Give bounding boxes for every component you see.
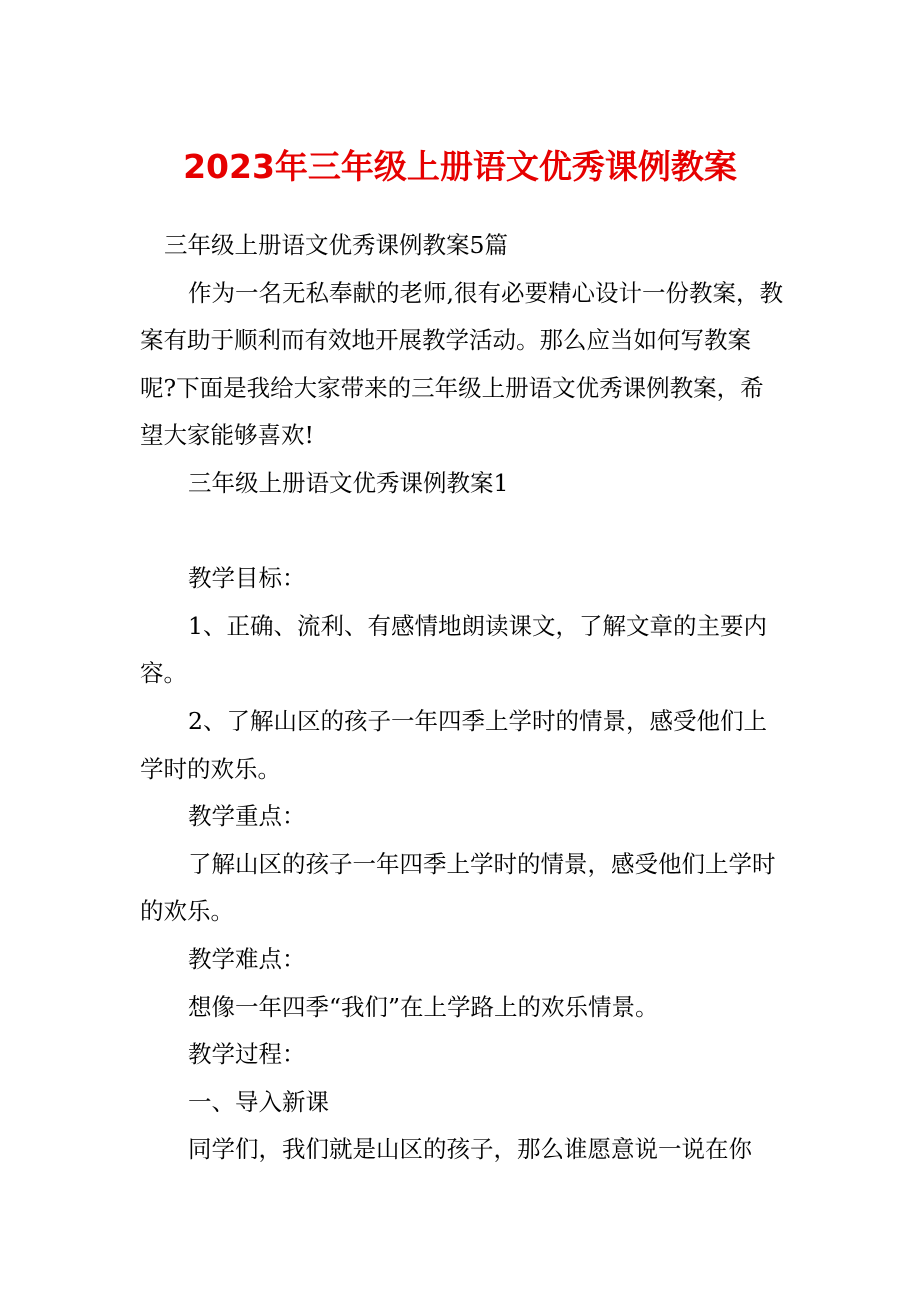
key-points-text: 了解山区的孩子一年四季上学时的情景，感受他们上学时的欢乐。 — [140, 849, 776, 926]
section-heading: 三年级上册语文优秀课例教案1 — [188, 468, 509, 497]
document-body — [140, 222, 785, 1174]
goal-item-1: 1、正确、流利、有感情地朗读课文，了解文章的主要内容。 — [140, 611, 767, 688]
key-points-heading: 教学重点： — [188, 802, 306, 831]
difficulty-heading: 教学难点： — [188, 944, 306, 973]
step-1-text: 同学们，我们就是山区的孩子，那么谁愿意说一说在你 — [188, 1135, 752, 1164]
intro-paragraph: 作为一名无私奉献的老师,很有必要精心设计一份教案，教案有助于顺利而有效地开展教学活动。那么应当如何写教案呢?下面是我给大家带来的三年级上册语文优秀课例教案，希望大家能够喜欢! — [140, 278, 783, 450]
process-heading: 教学过程： — [188, 1040, 306, 1069]
document-title: 2023年三年级上册语文优秀课例教案 — [183, 147, 737, 186]
teaching-goals-heading: 教学目标： — [188, 564, 306, 593]
blank-line — [140, 508, 785, 556]
goal-item-2: 2、了解山区的孩子一年四季上学时的情景，感受他们上学时的欢乐。 — [140, 706, 767, 783]
difficulty-text: 想像一年四季“我们”在上学路上的欢乐情景。 — [188, 992, 659, 1021]
step-1-heading: 一、导入新课 — [188, 1087, 329, 1116]
document-subtitle: 三年级上册语文优秀课例教案5篇 — [164, 231, 508, 259]
